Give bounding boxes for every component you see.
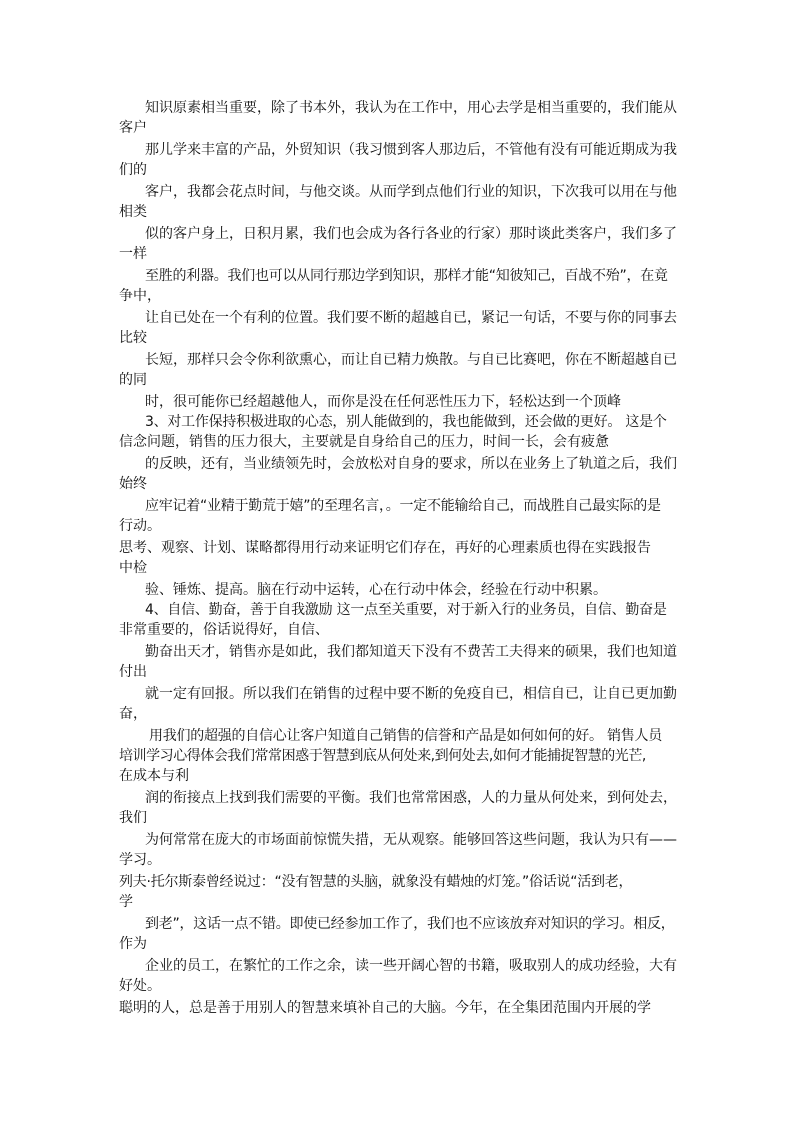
text-line: 那儿学来丰富的产品，外贸知识（我习惯到客人那边后，不管他有没有可能近期成为我: [145, 142, 677, 158]
text-line: 一样: [119, 246, 147, 262]
text-line: 客户，我都会花点时间，与他交谈。从而学到点他们行业的知识，下次我可以用在与他: [145, 184, 677, 200]
text-line: 我们: [119, 810, 147, 826]
text-line: 就一定有回报。所以我们在销售的过程中要不断的免疫自已，相信自已，让自已更加勤: [145, 686, 677, 702]
text-line: 聪明的人，总是善于用别人的智慧来填补自己的大脑。今年，在全集团范围内开展的学: [119, 1000, 651, 1016]
text-line: 作为: [119, 936, 147, 952]
text-line: 非常重要的，俗话说得好，自信、: [119, 622, 329, 638]
text-line: 用我们的超强的自信心让客户知道自己销售的信誉和产品是如何如何的好。 销售人员: [149, 728, 662, 744]
text-line: 列夫·托尔斯泰曾经说过：“没有智慧的头脑，就象没有蜡烛的灯笼。”俗话说“活到老，: [119, 874, 633, 890]
text-line: 中检: [119, 560, 147, 576]
text-line: 似的客户身上，日积月累，我们也会成为各行各业的行家）那时谈此类客户，我们多了: [145, 226, 677, 242]
text-line: 学习。: [119, 852, 161, 868]
text-line: 培训学习心得体会我们常常困惑于智慧到底从何处来,到何处去,如何才能捕捉智慧的光芒,: [119, 748, 646, 764]
text-line: 始终: [119, 476, 147, 492]
text-line: 思考、观察、计划、谋略都得用行动来证明它们存在，再好的心理素质也得在实践报告: [119, 540, 651, 556]
text-line: 学: [119, 894, 133, 910]
text-line: 至胜的利器。我们也可以从同行那边学到知识，那样才能“知彼知己，百战不殆”，在竟: [145, 268, 668, 284]
text-line: 信念问题，销售的压力很大，主要就是自身给自己的压力，时间一长，会有疲惫: [119, 434, 609, 450]
text-line: 润的衔接点上找到我们需要的平衡。我们也常常困惑，人的力量从何处来，到何处去，: [145, 790, 677, 806]
text-line: 付出: [119, 664, 147, 680]
text-line: 长短，那样只会令你利欲熏心，而让自已精力焕散。与自已比赛吧，你在不断超越自已: [145, 352, 677, 368]
text-line: 到老”，这话一点不错。即使已经参加工作了，我们也不应该放弃对知识的学习。相反，: [145, 916, 675, 932]
text-line: 让自已处在一个有利的位置。我们要不断的超越自已，紧记一句话，不要与你的同事去: [145, 310, 677, 326]
document-body: [119, 98, 682, 1018]
text-line: 比较: [119, 330, 147, 346]
text-line: 知识原素相当重要，除了书本外，我认为在工作中，用心去学是相当重要的，我们能从: [145, 100, 677, 116]
text-line: 应牢记着“业精于勤荒于嬉”的至理名言，。一定不能输给自己，而战胜自己最实际的是: [145, 498, 661, 514]
text-line: 在成本与利: [119, 768, 189, 784]
text-line: 验、锤炼、提高。脑在行动中运转，心在行动中体会，经验在行动中积累。: [145, 582, 607, 598]
text-line: 客户: [119, 120, 147, 136]
text-line: 争中，: [119, 288, 161, 304]
text-line: 的同: [119, 372, 147, 388]
text-line: 4、自信、勤奋，善于自我激励 这一点至关重要，对于新入行的业务员，自信、勤奋是: [145, 602, 667, 618]
text-line: 为何常常在庞大的市场面前惊慌失措，无从观察。能够回答这些问题，我认为只有——: [145, 832, 677, 848]
text-line: 3、对工作保持积极进取的心态，别人能做到的，我也能做到，还会做的更好。 这是个: [145, 414, 667, 430]
text-line: 行动。: [119, 518, 161, 534]
text-line: 时，很可能你已经超越他人，而你是没在任何恶性压力下，轻松达到一个顶峰: [145, 394, 621, 410]
text-line: 好处。: [119, 978, 161, 994]
text-line: 们的: [119, 162, 147, 178]
text-line: 勤奋出天才，销售亦是如此，我们都知道天下没有不费苦工夫得来的硕果，我们也知道: [145, 644, 677, 660]
text-line: 奋，: [119, 706, 147, 722]
text-line: 企业的员工，在繁忙的工作之余，读一些开阔心智的书籍，吸取别人的成功经验，大有: [145, 958, 677, 974]
text-line: 相类: [119, 204, 147, 220]
text-line: 的反映，还有，当业绩领先时，会放松对自身的要求，所以在业务上了轨道之后，我们: [145, 456, 677, 472]
